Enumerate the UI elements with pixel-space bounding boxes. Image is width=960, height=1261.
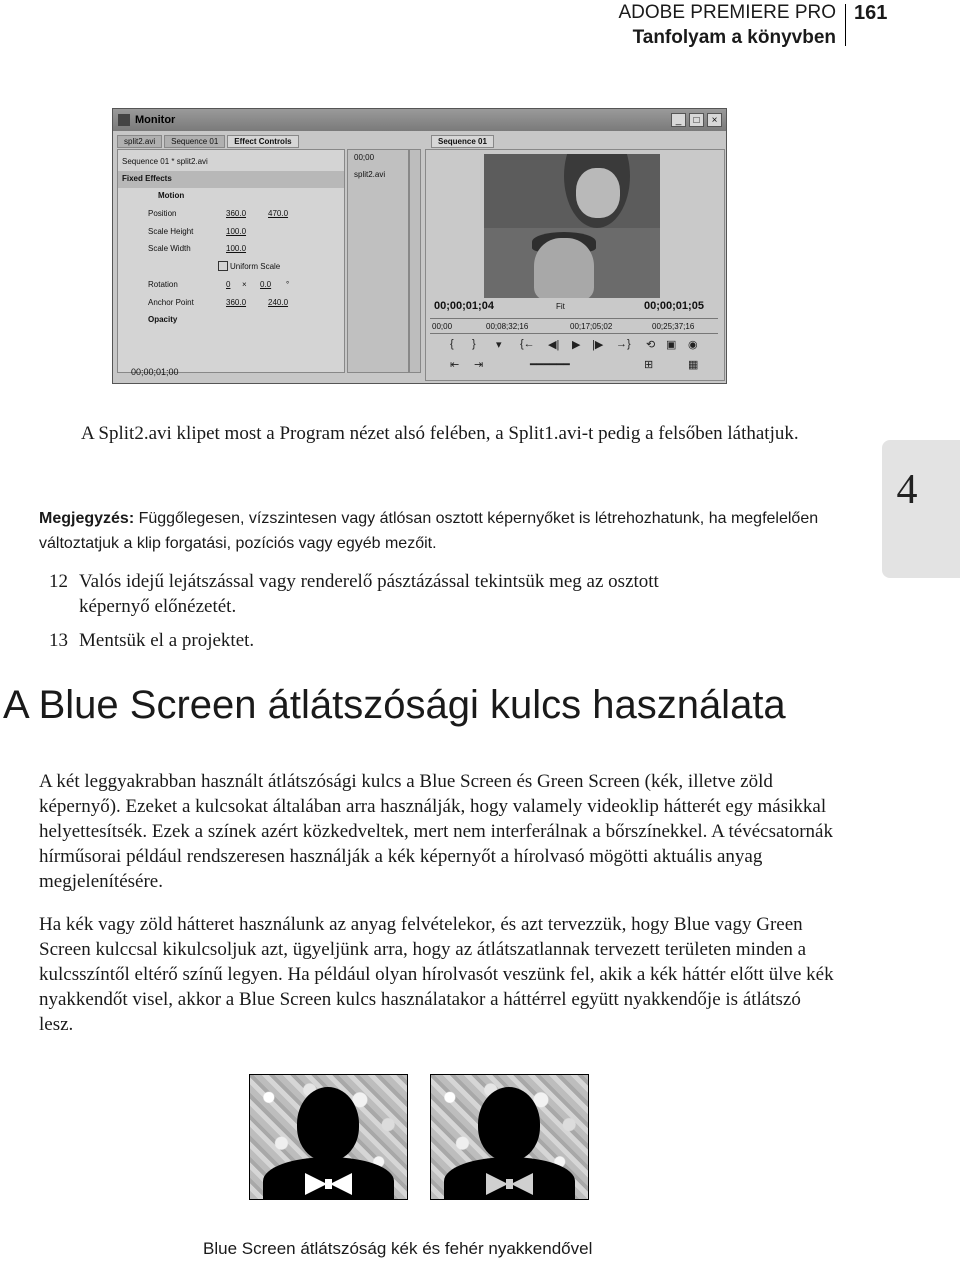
ruler-tick-label: 00;08;32;16 xyxy=(486,322,529,331)
blue-screen-illustration-blue-tie xyxy=(249,1074,408,1200)
motion-label[interactable]: Motion xyxy=(158,191,185,200)
safe-margins-icon[interactable]: ▣ xyxy=(666,339,677,351)
tab-program-sequence[interactable]: Sequence 01 xyxy=(431,135,494,148)
step-text-continued: képernyő előnézetét. xyxy=(79,596,237,617)
program-current-time[interactable]: 00;00;01;04 xyxy=(434,300,494,312)
rotation-turns-value[interactable]: 0 xyxy=(226,280,231,289)
person-head xyxy=(478,1087,540,1161)
chapter-number: 4 xyxy=(896,467,918,513)
marker-icon[interactable]: ▾ xyxy=(496,339,502,351)
rotation-times-sign: × xyxy=(242,280,247,289)
uniform-scale-checkbox[interactable] xyxy=(218,261,228,271)
step-13 xyxy=(49,628,254,653)
bowtie-knot xyxy=(506,1179,513,1189)
step-number: 13 xyxy=(49,630,68,651)
go-to-out-icon[interactable]: →} xyxy=(616,338,631,350)
output-icon[interactable]: ◉ xyxy=(688,339,698,351)
tab-split2[interactable]: split2.avi xyxy=(117,135,162,148)
step-number: 12 xyxy=(49,571,68,592)
position-y-value[interactable]: 470.0 xyxy=(268,209,289,218)
note-block xyxy=(39,506,859,556)
person-head xyxy=(297,1087,359,1161)
uniform-scale-label: Uniform Scale xyxy=(230,262,281,271)
header-divider xyxy=(845,4,846,46)
anchor-y-value[interactable]: 240.0 xyxy=(268,298,289,307)
set-out-icon[interactable]: } xyxy=(472,338,476,350)
maximize-icon[interactable]: □ xyxy=(689,113,704,127)
scale-height-value[interactable]: 100.0 xyxy=(226,227,247,236)
program-time-ruler[interactable] xyxy=(430,318,718,334)
close-icon[interactable]: × xyxy=(707,113,722,127)
blue-screen-illustration-white-tie xyxy=(430,1074,589,1200)
clip-line: Sequence 01 * split2.avi xyxy=(122,157,208,166)
page-number: 161 xyxy=(854,2,888,24)
screenshot-caption: A Split2.avi klipet most a Program nézet alsó felében, a Split1.avi-t pedig a felsőben láthatjuk. xyxy=(81,423,799,444)
step-back-icon[interactable]: ◀| xyxy=(548,339,560,351)
program-video-frame xyxy=(484,154,660,298)
bowtie-right xyxy=(330,1173,352,1195)
running-header-title: ADOBE PREMIERE PRO xyxy=(618,2,836,23)
opacity-label[interactable]: Opacity xyxy=(148,315,178,324)
extract-icon[interactable]: ⇥ xyxy=(474,359,484,371)
export-frame-icon[interactable]: ▦ xyxy=(688,359,699,371)
upper-half-face xyxy=(576,168,620,218)
tab-effect-controls[interactable]: Effect Controls xyxy=(227,135,298,148)
effect-controls-panel xyxy=(117,149,345,373)
ruler-tick-label: 00;00 xyxy=(432,322,453,331)
scale-width-label: Scale Width xyxy=(148,244,191,253)
scale-height-label: Scale Height xyxy=(148,227,194,236)
zoom-fit-select[interactable]: Fit xyxy=(556,302,565,311)
lower-half-face xyxy=(534,238,594,298)
anchor-x-value[interactable]: 360.0 xyxy=(226,298,247,307)
ruler-tick-label: 00;25;37;16 xyxy=(652,322,695,331)
trim-icon[interactable]: ⊞ xyxy=(644,359,654,371)
effect-controls-scrollbar[interactable] xyxy=(409,149,421,373)
step-text: Mentsük el a projektet. xyxy=(79,630,255,651)
note-text: Függőlegesen, vízszintesen vagy átlósan osztott képernyőket is létrehozhatunk, ha megfelelően változtatjuk a klip forgatási, pozíciós vagy egyéb mezőit. xyxy=(39,510,819,552)
position-label: Position xyxy=(148,209,177,218)
bowtie-left xyxy=(305,1173,327,1195)
program-monitor-panel xyxy=(425,149,725,381)
bowtie-knot xyxy=(325,1179,332,1189)
premiere-monitor-screenshot xyxy=(112,108,727,384)
timeline-clip-label: split2.avi xyxy=(354,170,386,179)
monitor-app-icon xyxy=(118,114,130,126)
anchor-point-label: Anchor Point xyxy=(148,298,194,307)
set-in-icon[interactable]: { xyxy=(450,338,454,350)
section-heading: A Blue Screen átlátszósági kulcs használata xyxy=(3,683,786,727)
go-to-in-icon[interactable]: {← xyxy=(520,338,535,350)
bowtie-left xyxy=(486,1173,508,1195)
timeline-timecode: 00;00 xyxy=(354,153,375,162)
lift-icon[interactable]: ⇤ xyxy=(450,359,460,371)
note-label: Megjegyzés: xyxy=(39,510,135,527)
program-duration: 00;00;01;05 xyxy=(644,300,704,312)
rotation-label: Rotation xyxy=(148,280,178,289)
transport-controls xyxy=(430,336,718,376)
window-title: Monitor xyxy=(135,114,176,126)
effect-controls-statusbar xyxy=(117,365,417,379)
play-icon[interactable]: ▶ xyxy=(572,339,581,351)
rotation-degrees-value[interactable]: 0.0 xyxy=(260,280,272,289)
step-text: Valós idejű lejátszással vagy renderelő pásztázással tekintsük meg az osztott xyxy=(79,571,659,592)
status-timecode[interactable]: 00;00;01;00 xyxy=(131,367,179,377)
bowtie-right xyxy=(511,1173,533,1195)
ruler-tick-label: 00;17;05;02 xyxy=(570,322,613,331)
jog-slider[interactable]: ━━━━━━ xyxy=(530,359,570,371)
tab-sequence-01[interactable]: Sequence 01 xyxy=(164,135,225,148)
step-forward-icon[interactable]: |▶ xyxy=(592,339,604,351)
illustration-caption: Blue Screen átlátszóság kék és fehér nyakkendővel xyxy=(203,1239,593,1258)
scale-width-value[interactable]: 100.0 xyxy=(226,244,247,253)
step-12 xyxy=(49,569,659,619)
minimize-icon[interactable]: _ xyxy=(671,113,686,127)
loop-icon[interactable]: ⟲ xyxy=(646,339,656,351)
position-x-value[interactable]: 360.0 xyxy=(226,209,247,218)
running-header-subtitle: Tanfolyam a könyvben xyxy=(632,27,836,48)
window-titlebar xyxy=(113,109,726,131)
body-paragraph: A két leggyakrabban használt átlátszósági kulcs a Blue Screen és Green Screen (kék, illetve zöld képernyő). Ezeket a kulcsokat általában arra használják, hogy valamely videoklip hátterét egy másikkal helyettesítsék. Ezek a színek azért közkedveltek, mert nem interferálnak a bőrszínekkel. A tévécsatornák hírműsorai például rendszeresen használják a kék képernyőt a hírolvasó mögötti aktuális anyag megjelenítésére. xyxy=(39,771,833,892)
effect-timeline[interactable] xyxy=(347,149,409,373)
rotation-degree-unit: ° xyxy=(286,280,290,289)
body-paragraph: Ha kék vagy zöld hátteret használunk az anyag felvételekor, és azt tervezzük, hogy Blue vagy Green Screen kulccsal kikulcsoljuk azt, ügyeljünk arra, hogy az átlátszatlannak tervezett területen minden a kulcsszíntől eltérő színű legyen. Ha például olyan hírolvasót veszünk fel, akik a kék háttér előtt ülve kék nyakkendőt visel, akkor a Blue Screen kulcs használatakor a háttérrel együtt nyakkendője is átlátszó lesz. xyxy=(39,914,834,1035)
fixed-effects-label: Fixed Effects xyxy=(122,174,172,183)
